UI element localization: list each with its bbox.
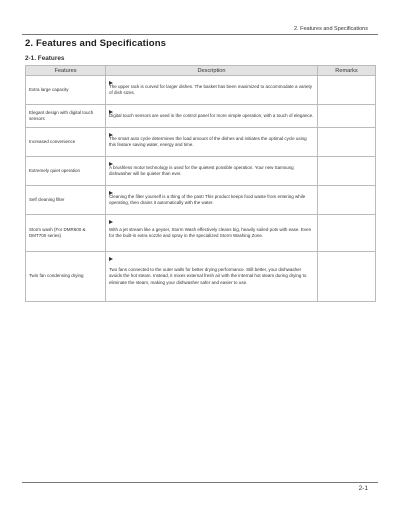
subsection-title: 2-1. Features <box>25 55 65 62</box>
running-header: 2. Features and Specifications <box>294 26 368 32</box>
table-row <box>26 76 376 105</box>
section-title: 2. Features and Specifications <box>25 38 167 49</box>
description-cell <box>106 105 318 128</box>
column-header-features: Features <box>26 66 106 76</box>
description-text: A brushless motor technology is used for the quietest possible operation. Your new Samsung dishwasher will be quieter than ever. <box>109 164 294 176</box>
remarks-cell <box>318 76 376 105</box>
feature-cell: Extra large capacity <box>26 76 106 105</box>
description-cell <box>106 252 318 302</box>
description-text: The smart auto cycle determines the load amount of the dishes and initiates the optimal cycle using this feature saving water, energy and time. <box>109 135 307 147</box>
feature-cell: Self cleaning filter <box>26 186 106 215</box>
description-cell <box>106 76 318 105</box>
description-cell <box>106 215 318 252</box>
bullet-arrow-icon <box>109 220 113 224</box>
column-header-description: Description <box>106 66 318 76</box>
description-cell <box>106 186 318 215</box>
bullet-arrow-icon <box>109 133 113 137</box>
page-number: 2-1 <box>358 485 368 492</box>
feature-cell: Storm wash (For DMR600 & DMT700 series) <box>26 215 106 252</box>
feature-cell: Twin fan condensing drying <box>26 252 106 302</box>
description-text: The upper rack is curved for larger dishes. The basket has been maximized to accommodate a variety of dish sizes. <box>109 83 313 95</box>
bullet-arrow-icon <box>109 81 113 85</box>
remarks-cell <box>318 128 376 157</box>
header-divider <box>22 34 378 35</box>
feature-cell: Increased convenience <box>26 128 106 157</box>
description-text: Digital touch sensors are used in the control panel for more simple operation, with a touch of elegance. <box>109 112 314 118</box>
features-table <box>25 65 376 302</box>
table-header-row <box>26 66 376 76</box>
bullet-arrow-icon <box>109 110 113 114</box>
description-cell <box>106 157 318 186</box>
remarks-cell <box>318 215 376 252</box>
description-text: Two fans connected to the outer walls for better drying performance. Still better, your dishwasher avoids the hot steam. Instead, it mixes external fresh air with the internal hot steam during drying to eliminate the steam, making your dishwasher safer and easier to use. <box>109 267 307 285</box>
table-row <box>26 215 376 252</box>
remarks-cell <box>318 252 376 302</box>
bullet-arrow-icon <box>109 257 113 261</box>
table-row <box>26 157 376 186</box>
feature-cell: Elegant design with digital touch sensors <box>26 105 106 128</box>
table-row <box>26 186 376 215</box>
table-row <box>26 128 376 157</box>
remarks-cell <box>318 157 376 186</box>
feature-cell: Extremely quiet operation <box>26 157 106 186</box>
description-text: Cleaning the filter yourself is a thing of the past! This product keeps food waste from entering while operating, then drains it automatically with the water. <box>109 193 306 205</box>
table-row <box>26 105 376 128</box>
description-cell <box>106 128 318 157</box>
table-row <box>26 252 376 302</box>
bullet-arrow-icon <box>109 191 113 195</box>
column-header-remarks: Remarks <box>318 66 376 76</box>
bullet-arrow-icon <box>109 162 113 166</box>
remarks-cell <box>318 105 376 128</box>
footer-divider <box>22 482 378 483</box>
remarks-cell <box>318 186 376 215</box>
description-text: With a jet stream like a geyser, Storm Wash effectively cleans big, heavily soiled pots with ease. Even for the built-in extra nozzle and spray in the specialized Storm Washing Zone. <box>109 226 312 238</box>
